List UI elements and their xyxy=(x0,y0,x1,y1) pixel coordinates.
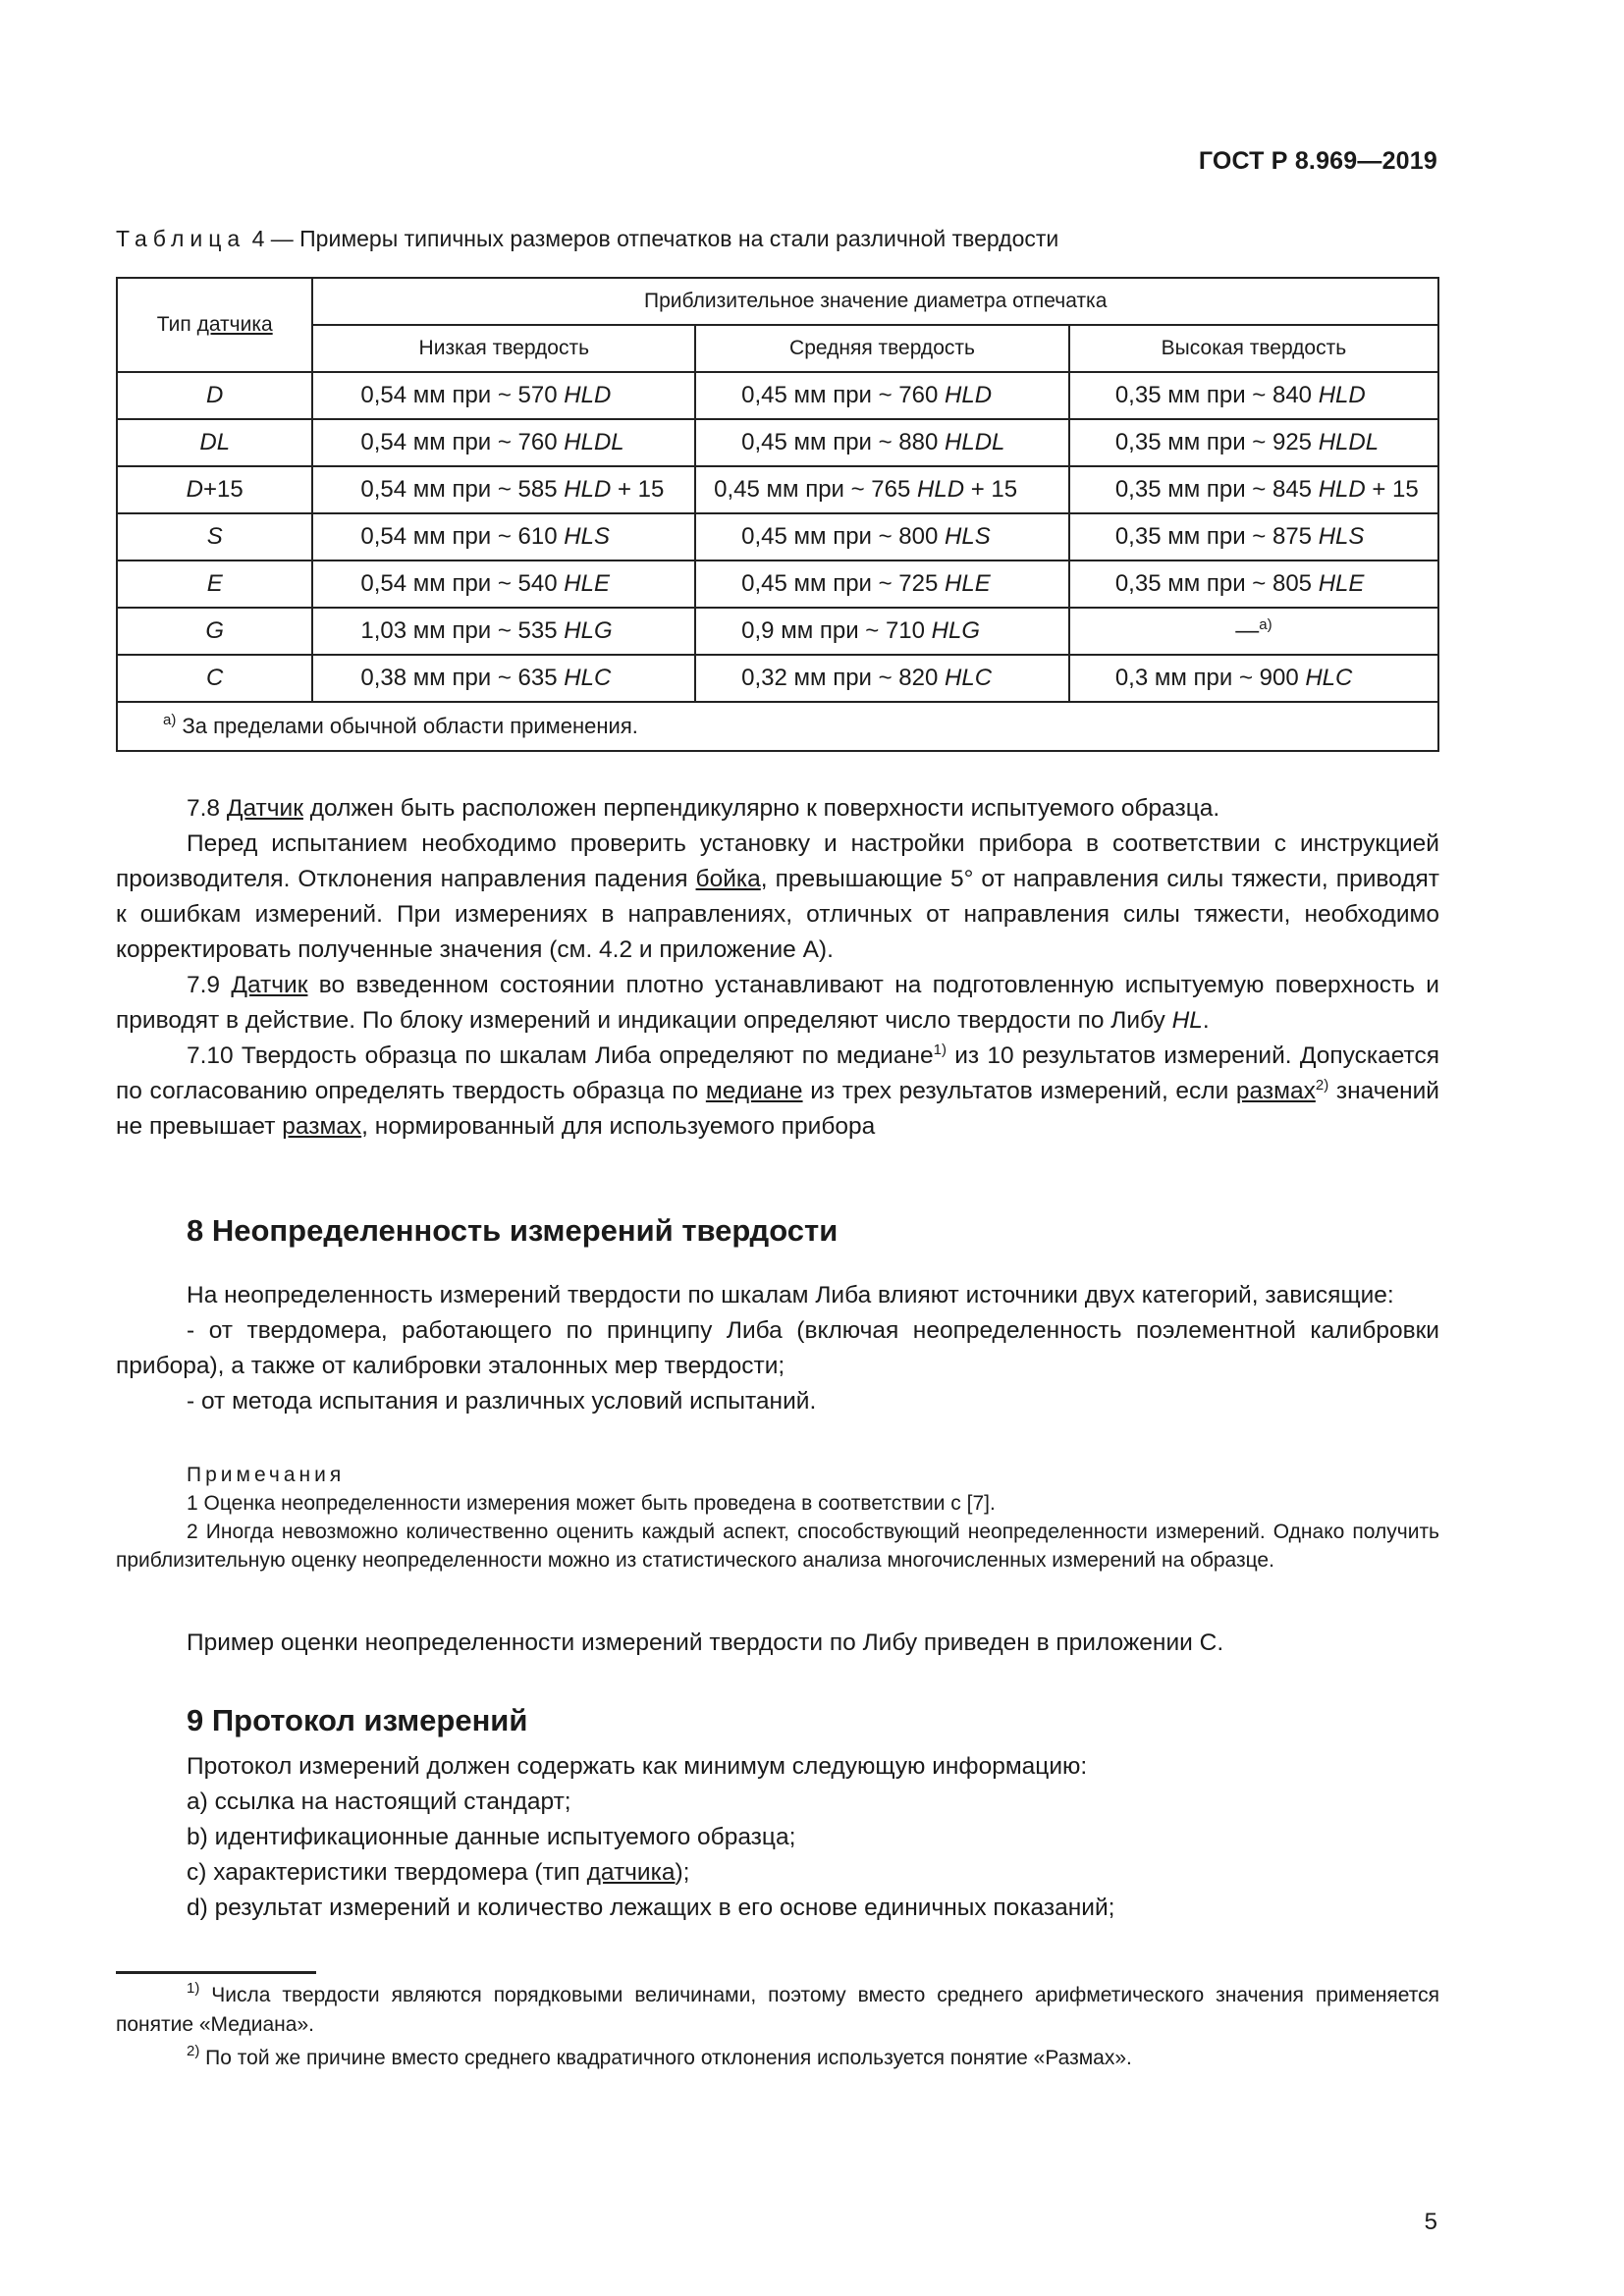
cell-high: 0,35 мм при ~ 845 HLD + 15 xyxy=(1069,466,1438,513)
list-item: - от твердомера, работающего по принципу Либа (включая неопределенность поэлементной калибровки прибора), а также от калибровки эталонных мер твердости; xyxy=(116,1317,1439,1379)
cell-high: 0,3 мм при ~ 900 HLC xyxy=(1069,655,1438,702)
cell-type: S xyxy=(117,513,312,561)
cell-mid: 0,45 мм при ~ 800 HLS xyxy=(695,513,1069,561)
document-id-header: ГОСТ Р 8.969—2019 xyxy=(1198,147,1437,175)
list-item: c) характеристики твердомера (тип датчика); xyxy=(187,1859,690,1886)
cell-low: 0,54 мм при ~ 760 HLDL xyxy=(312,419,695,466)
section-8-example xyxy=(116,1626,1439,1661)
section-8-text xyxy=(116,1278,1439,1419)
term-link-range[interactable]: размах xyxy=(282,1113,362,1140)
section-9-heading: 9 Протокол измерений xyxy=(187,1703,528,1737)
probe-type-link[interactable]: датчика xyxy=(196,313,273,336)
footnote-2: $^{2)}$ По той же причине вместо среднего квадратичного отклонения используется понятие «Размах». xyxy=(187,2043,1132,2069)
column-group-header: Приблизительное значение диаметра отпечатка xyxy=(312,278,1438,325)
term-link-range[interactable]: размах xyxy=(1235,1078,1316,1104)
term-link-probe[interactable]: Датчик xyxy=(226,795,303,822)
cell-high: 0,35 мм при ~ 840 HLD xyxy=(1069,372,1438,419)
footnote-ref-1[interactable]: 1) xyxy=(933,1041,947,1058)
column-header-low: Низкая твердость xyxy=(312,325,695,372)
cell-high: 0,35 мм при ~ 875 HLS xyxy=(1069,513,1438,561)
note-item: 1 Оценка неопределенности измерения может быть проведена в соответствии с [7]. xyxy=(187,1492,996,1515)
table-row xyxy=(117,466,1438,513)
list-item: b) идентификационные данные испытуемого образца; xyxy=(187,1824,796,1850)
table-row xyxy=(117,419,1438,466)
section-7-text xyxy=(116,791,1439,1145)
cell-low: 0,38 мм при ~ 635 HLC xyxy=(312,655,695,702)
cell-high: —$^{a)}$ xyxy=(1069,608,1438,655)
column-header-probe-type: Тип датчика xyxy=(117,278,312,372)
list-item: a) ссылка на настоящий стандарт; xyxy=(187,1789,571,1815)
cell-mid: 0,45 мм при ~ 725 HLE xyxy=(695,561,1069,608)
term-link-striker[interactable]: бойка xyxy=(695,866,761,892)
paragraph-7-8: 7.8 Датчик должен быть расположен перпендикулярно к поверхности испытуемого образца. xyxy=(187,795,1220,822)
table-footnote: $^{а)}$ За пределами обычной области применения. xyxy=(117,702,1438,751)
cell-mid: 0,45 мм при ~ 880 HLDL xyxy=(695,419,1069,466)
cell-type: G xyxy=(117,608,312,655)
notes-block xyxy=(116,1461,1439,1575)
footnote-ref-a: a) xyxy=(1259,616,1272,633)
column-header-high: Высокая твердость xyxy=(1069,325,1438,372)
paragraph: На неопределенность измерений твердости по шкалам Либа влияют источники двух категорий, зависящие: xyxy=(187,1282,1394,1308)
cell-type: DL xyxy=(117,419,312,466)
cell-type: E xyxy=(117,561,312,608)
cell-type: D+15 xyxy=(117,466,312,513)
table-footnote-row xyxy=(117,702,1438,751)
term-link-median[interactable]: медиане xyxy=(705,1078,803,1104)
cell-mid: 0,9 мм при ~ 710 HLG xyxy=(695,608,1069,655)
list-item: - от метода испытания и различных условий испытаний. xyxy=(187,1388,817,1415)
column-header-mid: Средняя твердость xyxy=(695,325,1069,372)
page-number: 5 xyxy=(1424,2209,1437,2235)
section-9-text xyxy=(116,1749,1439,1926)
paragraph-7-10: 7.10 Твердость образца по шкалам Либа определяют по медиане$^{1)}$ из 10 результатов измерений. Допускается по согласованию определять твердость образца по медиане из трех результатов измерений, если размах$^{2)}$ значений не превышает размах, нормированный для используемого прибора xyxy=(116,1041,1439,1140)
footnote-divider xyxy=(116,1971,316,1974)
table-caption-text: 4 — Примеры типичных размеров отпечатков на стали различной твердости xyxy=(245,226,1059,251)
cell-low: 0,54 мм при ~ 585 HLD + 15 xyxy=(312,466,695,513)
table-caption-label: Таблица xyxy=(116,226,246,251)
table-row xyxy=(117,513,1438,561)
paragraph: Пример оценки неопределенности измерений твердости по Либу приведен в приложении С. xyxy=(187,1629,1224,1656)
section-8-heading: 8 Неопределенность измерений твердости xyxy=(187,1213,839,1248)
cell-low: 0,54 мм при ~ 540 HLE xyxy=(312,561,695,608)
footnotes xyxy=(116,1981,1439,2073)
cell-high: 0,35 мм при ~ 805 HLE xyxy=(1069,561,1438,608)
cell-mid: 0,32 мм при ~ 820 HLC xyxy=(695,655,1069,702)
note-item: 2 Иногда невозможно количественно оценить каждый аспект, способствующий неопределенности измерений. Однако получить приблизительную оценку неопределенности можно из статистического анализа многочисленных измерений на образце. xyxy=(116,1521,1439,1572)
table-row xyxy=(117,655,1438,702)
paragraph-7-8-b: Перед испытанием необходимо проверить установку и настройки прибора в соответствии с инструкцией производителя. Отклонения направления падения бойка, превышающие 5° от направления силы тяжести, приводят к ошибкам измерений. При измерениях в направлениях, отличных от направления силы тяжести, необходимо корректировать полученные значения (см. 4.2 и приложение А). xyxy=(116,830,1439,963)
cell-type: C xyxy=(117,655,312,702)
list-item: d) результат измерений и количество лежащих в его основе единичных показаний; xyxy=(187,1895,1115,1921)
footnote-1: $^{1)}$ Числа твердости являются порядковыми величинами, поэтому вместо среднего арифметического значения применяется понятие «Медиана». xyxy=(116,1980,1439,2036)
footnote-ref-2[interactable]: 2) xyxy=(1315,1077,1329,1094)
paragraph-7-9: 7.9 Датчик во взведенном состоянии плотно устанавливают на подготовленную испытуемую поверхность и приводят в действие. По блоку измерений и индикации определяют число твердости по Либу HL. xyxy=(116,972,1439,1034)
term-link-probe[interactable]: датчика xyxy=(586,1859,676,1886)
notes-label: Примечания xyxy=(187,1464,346,1486)
paragraph: Протокол измерений должен содержать как минимум следующую информацию: xyxy=(187,1753,1088,1780)
cell-high: 0,35 мм при ~ 925 HLDL xyxy=(1069,419,1438,466)
cell-low: 1,03 мм при ~ 535 HLG xyxy=(312,608,695,655)
cell-low: 0,54 мм при ~ 570 HLD xyxy=(312,372,695,419)
table-row xyxy=(117,372,1438,419)
cell-type: D xyxy=(117,372,312,419)
table-row xyxy=(117,561,1438,608)
cell-mid: 0,45 мм при ~ 765 HLD + 15 xyxy=(695,466,1069,513)
table-caption xyxy=(116,226,1058,252)
table-row xyxy=(117,608,1438,655)
term-link-probe[interactable]: Датчик xyxy=(231,972,308,998)
indentation-size-table xyxy=(116,277,1439,752)
cell-low: 0,54 мм при ~ 610 HLS xyxy=(312,513,695,561)
cell-mid: 0,45 мм при ~ 760 HLD xyxy=(695,372,1069,419)
